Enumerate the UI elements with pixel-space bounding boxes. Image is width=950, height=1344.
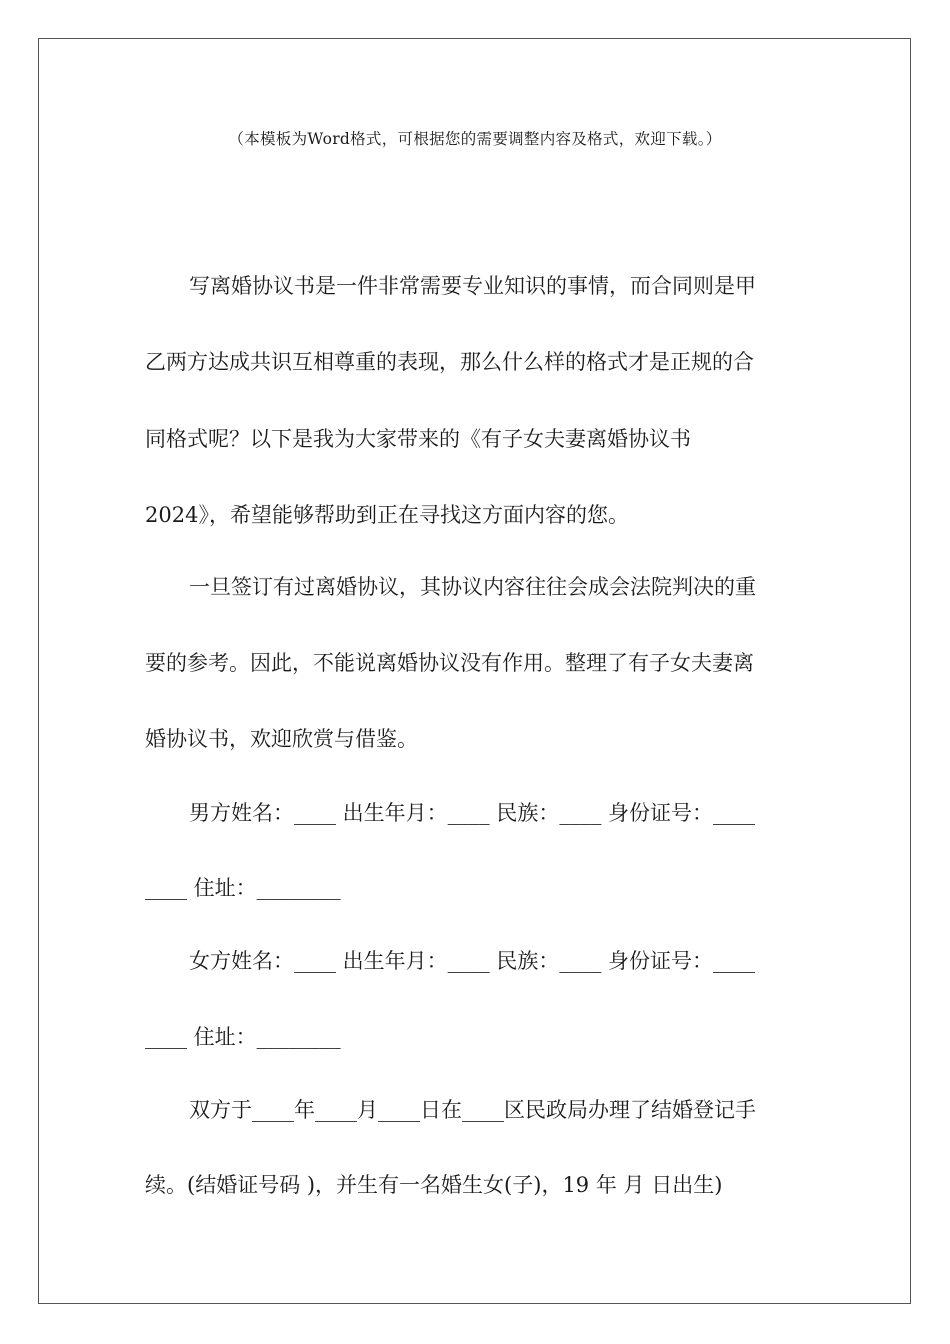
wife-info-line-2: ____ 住址：________ xyxy=(145,1025,341,1049)
wife-info-line-1: 女方姓名：____ 出生年月：____ 民族：____ 身份证号：____ xyxy=(189,949,756,973)
marriage-info-line-1: 双方于____年____月____日在____区民政局办理了结婚登记手 xyxy=(189,1098,756,1122)
marriage-info-line-2: 续。(结婚证号码 )，并生有一名婚生女(子)，19 年 月 日出生) xyxy=(145,1173,723,1197)
intro-paragraph-line-2: 乙两方达成共识互相尊重的表现，那么什么样的格式才是正规的合 xyxy=(145,350,754,374)
intro-paragraph-line-3: 同格式呢？以下是我为大家带来的《有子女夫妻离婚协议书 xyxy=(145,427,691,451)
intro-paragraph-line-1: 写离婚协议书是一件非常需要专业知识的事情，而合同则是甲 xyxy=(189,274,756,298)
second-paragraph-line-2: 要的参考。因此，不能说离婚协议没有作用。整理了有子女夫妻离 xyxy=(145,651,754,675)
template-notice: （本模板为Word格式，可根据您的需要调整内容及格式，欢迎下载。） xyxy=(228,130,722,148)
husband-info-line-2: ____ 住址：________ xyxy=(145,876,341,900)
husband-info-line-1: 男方姓名：____ 出生年月：____ 民族：____ 身份证号：____ xyxy=(189,801,756,825)
intro-paragraph-line-4: 2024》，希望能够帮助到正在寻找这方面内容的您。 xyxy=(145,503,629,527)
second-paragraph-line-1: 一旦签订有过离婚协议，其协议内容往往会成会法院判决的重 xyxy=(189,575,756,599)
second-paragraph-line-3: 婚协议书，欢迎欣赏与借鉴。 xyxy=(145,727,418,751)
